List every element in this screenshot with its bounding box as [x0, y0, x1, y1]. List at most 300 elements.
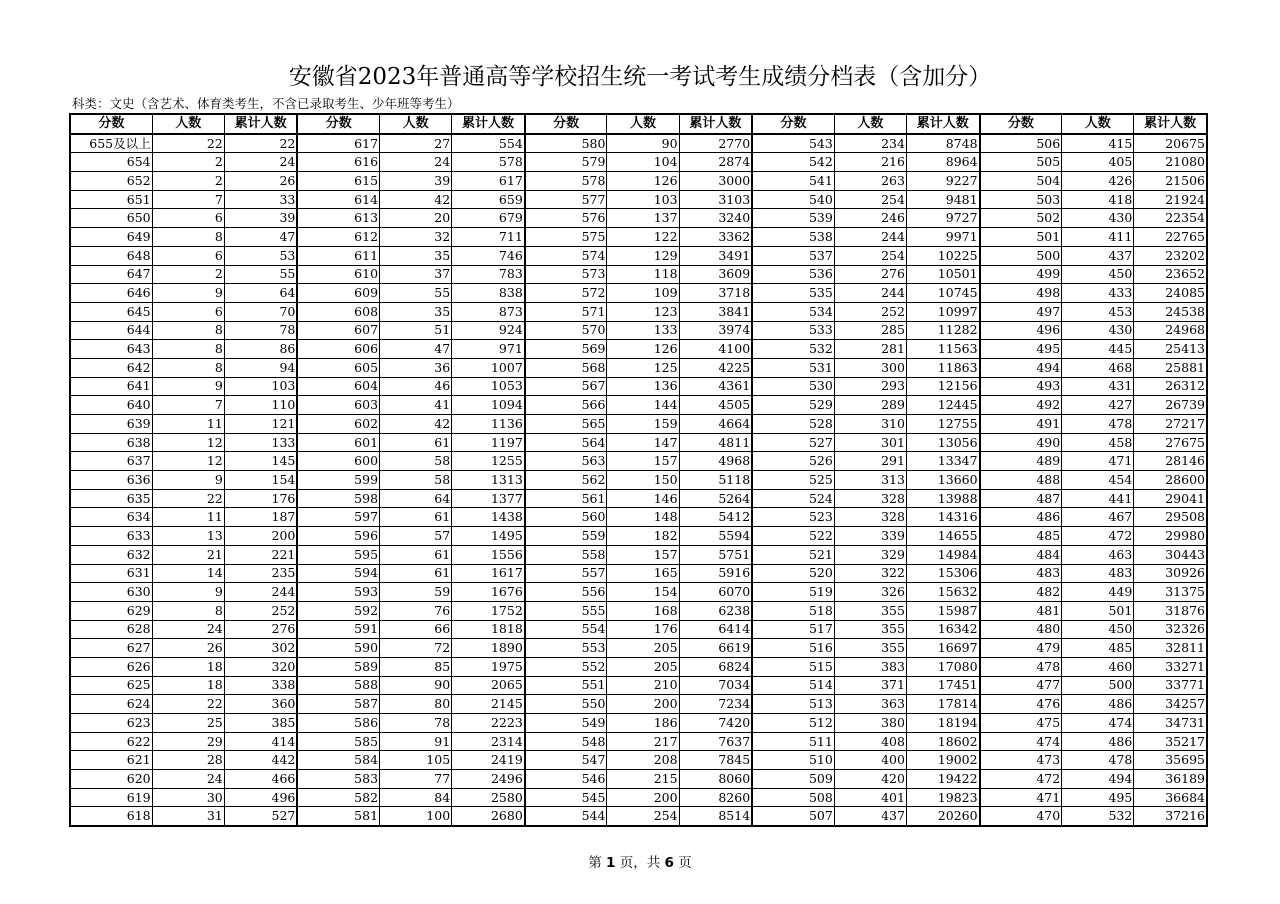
count-cell: 72: [380, 639, 452, 658]
score-cell: 548: [525, 732, 607, 751]
count-cell: 147: [607, 433, 679, 452]
cumulative-cell: 1556: [452, 545, 525, 564]
cumulative-cell: 12445: [906, 396, 979, 415]
count-cell: 21: [152, 545, 224, 564]
cumulative-cell: 7234: [679, 695, 752, 714]
count-cell: 246: [834, 209, 906, 228]
score-cell: 513: [752, 695, 834, 714]
count-cell: 329: [834, 545, 906, 564]
footer-middle: 页，共: [615, 855, 665, 871]
cumulative-cell: 34731: [1134, 714, 1207, 733]
score-cell: 639: [70, 415, 152, 434]
count-cell: 254: [834, 246, 906, 265]
score-cell: 528: [752, 415, 834, 434]
score-cell: 581: [297, 807, 379, 826]
score-cell: 565: [525, 415, 607, 434]
score-cell: 627: [70, 639, 152, 658]
cumulative-cell: 22765: [1134, 228, 1207, 247]
cumulative-cell: 35217: [1134, 732, 1207, 751]
count-cell: 165: [607, 564, 679, 583]
cumulative-cell: 659: [452, 190, 525, 209]
score-cell: 601: [297, 433, 379, 452]
table-row: [70, 452, 1207, 471]
score-cell: 470: [980, 807, 1062, 826]
cumulative-cell: 14655: [906, 527, 979, 546]
count-cell: 24: [152, 620, 224, 639]
score-cell: 555: [525, 601, 607, 620]
table-row: [70, 396, 1207, 415]
count-cell: 401: [834, 788, 906, 807]
score-cell: 561: [525, 489, 607, 508]
cumulative-cell: 320: [224, 657, 297, 676]
score-cell: 473: [980, 751, 1062, 770]
cumulative-cell: 22: [224, 134, 297, 153]
cumulative-header: 累计人数: [679, 114, 752, 134]
count-cell: 8: [152, 601, 224, 620]
count-cell: 285: [834, 321, 906, 340]
cumulative-cell: 13347: [906, 452, 979, 471]
cumulative-cell: 187: [224, 508, 297, 527]
cumulative-cell: 466: [224, 770, 297, 789]
count-cell: 281: [834, 340, 906, 359]
cumulative-cell: 4664: [679, 415, 752, 434]
cumulative-cell: 13660: [906, 471, 979, 490]
table-row: [70, 190, 1207, 209]
score-cell: 595: [297, 545, 379, 564]
count-cell: 430: [1062, 209, 1134, 228]
score-cell: 574: [525, 246, 607, 265]
score-cell: 609: [297, 284, 379, 303]
score-cell: 553: [525, 639, 607, 658]
count-cell: 500: [1062, 676, 1134, 695]
cumulative-cell: 176: [224, 489, 297, 508]
score-cell: 589: [297, 657, 379, 676]
score-cell: 529: [752, 396, 834, 415]
count-cell: 100: [380, 807, 452, 826]
score-cell: 562: [525, 471, 607, 490]
score-cell: 564: [525, 433, 607, 452]
count-cell: 133: [607, 321, 679, 340]
count-cell: 252: [834, 302, 906, 321]
score-cell: 591: [297, 620, 379, 639]
score-cell: 515: [752, 657, 834, 676]
table-row: [70, 172, 1207, 191]
score-cell: 539: [752, 209, 834, 228]
count-cell: 441: [1062, 489, 1134, 508]
score-cell: 552: [525, 657, 607, 676]
score-cell: 623: [70, 714, 152, 733]
score-cell: 531: [752, 358, 834, 377]
cumulative-cell: 30443: [1134, 545, 1207, 564]
score-cell: 597: [297, 508, 379, 527]
score-cell: 654: [70, 153, 152, 172]
count-cell: 91: [380, 732, 452, 751]
score-cell: 479: [980, 639, 1062, 658]
cumulative-cell: 496: [224, 788, 297, 807]
count-cell: 2: [152, 265, 224, 284]
cumulative-cell: 3240: [679, 209, 752, 228]
cumulative-cell: 70: [224, 302, 297, 321]
score-cell: 544: [525, 807, 607, 826]
count-cell: 7: [152, 396, 224, 415]
cumulative-cell: 4968: [679, 452, 752, 471]
cumulative-cell: 1053: [452, 377, 525, 396]
score-cell: 630: [70, 583, 152, 602]
count-cell: 486: [1062, 732, 1134, 751]
count-cell: 59: [380, 583, 452, 602]
cumulative-cell: 414: [224, 732, 297, 751]
score-cell: 607: [297, 321, 379, 340]
count-cell: 322: [834, 564, 906, 583]
count-cell: 263: [834, 172, 906, 191]
score-cell: 524: [752, 489, 834, 508]
score-cell: 620: [70, 770, 152, 789]
count-cell: 472: [1062, 527, 1134, 546]
score-cell: 631: [70, 564, 152, 583]
count-cell: 483: [1062, 564, 1134, 583]
score-cell: 521: [752, 545, 834, 564]
cumulative-header: 累计人数: [906, 114, 979, 134]
cumulative-cell: 4100: [679, 340, 752, 359]
count-cell: 208: [607, 751, 679, 770]
table-row: [70, 246, 1207, 265]
cumulative-cell: 3000: [679, 172, 752, 191]
score-cell: 537: [752, 246, 834, 265]
score-cell: 485: [980, 527, 1062, 546]
count-cell: 61: [380, 433, 452, 452]
count-cell: 486: [1062, 695, 1134, 714]
count-cell: 326: [834, 583, 906, 602]
count-cell: 468: [1062, 358, 1134, 377]
count-cell: 157: [607, 545, 679, 564]
cumulative-cell: 7034: [679, 676, 752, 695]
table-row: [70, 153, 1207, 172]
count-cell: 57: [380, 527, 452, 546]
cumulative-cell: 2223: [452, 714, 525, 733]
cumulative-cell: 2874: [679, 153, 752, 172]
count-cell: 418: [1062, 190, 1134, 209]
count-cell: 154: [607, 583, 679, 602]
score-cell: 604: [297, 377, 379, 396]
cumulative-cell: 30926: [1134, 564, 1207, 583]
count-cell: 61: [380, 564, 452, 583]
cumulative-cell: 1890: [452, 639, 525, 658]
count-cell: 78: [380, 714, 452, 733]
cumulative-cell: 711: [452, 228, 525, 247]
cumulative-cell: 25413: [1134, 340, 1207, 359]
footer-suffix: 页: [673, 855, 692, 871]
score-cell: 624: [70, 695, 152, 714]
score-cell: 598: [297, 489, 379, 508]
count-cell: 9: [152, 471, 224, 490]
cumulative-cell: 18194: [906, 714, 979, 733]
count-cell: 532: [1062, 807, 1134, 826]
count-cell: 450: [1062, 620, 1134, 639]
cumulative-cell: 442: [224, 751, 297, 770]
cumulative-cell: 302: [224, 639, 297, 658]
score-cell: 612: [297, 228, 379, 247]
score-cell: 583: [297, 770, 379, 789]
score-cell: 501: [980, 228, 1062, 247]
cumulative-cell: 3974: [679, 321, 752, 340]
category-subtitle: 科类：文史（含艺术、体育类考生，不含已录取考生、少年班等考生）: [72, 96, 460, 111]
score-cell: 610: [297, 265, 379, 284]
score-cell: 487: [980, 489, 1062, 508]
count-cell: 182: [607, 527, 679, 546]
cumulative-cell: 9481: [906, 190, 979, 209]
score-cell: 506: [980, 134, 1062, 153]
score-cell: 478: [980, 657, 1062, 676]
count-cell: 41: [380, 396, 452, 415]
count-cell: 501: [1062, 601, 1134, 620]
count-cell: 383: [834, 657, 906, 676]
count-cell: 431: [1062, 377, 1134, 396]
count-cell: 426: [1062, 172, 1134, 191]
cumulative-cell: 578: [452, 153, 525, 172]
table-row: [70, 695, 1207, 714]
score-cell: 590: [297, 639, 379, 658]
cumulative-cell: 11563: [906, 340, 979, 359]
cumulative-cell: 26739: [1134, 396, 1207, 415]
count-cell: 445: [1062, 340, 1134, 359]
cumulative-cell: 47: [224, 228, 297, 247]
score-cell: 651: [70, 190, 152, 209]
score-cell: 499: [980, 265, 1062, 284]
count-cell: 244: [834, 228, 906, 247]
cumulative-cell: 20260: [906, 807, 979, 826]
count-cell: 467: [1062, 508, 1134, 527]
cumulative-cell: 26: [224, 172, 297, 191]
cumulative-cell: 8748: [906, 134, 979, 153]
count-cell: 24: [152, 770, 224, 789]
cumulative-cell: 6824: [679, 657, 752, 676]
cumulative-cell: 29041: [1134, 489, 1207, 508]
score-cell: 644: [70, 321, 152, 340]
count-header: 人数: [834, 114, 906, 134]
count-cell: 103: [607, 190, 679, 209]
score-cell: 580: [525, 134, 607, 153]
table-row: [70, 377, 1207, 396]
score-cell: 560: [525, 508, 607, 527]
score-cell: 550: [525, 695, 607, 714]
score-cell: 584: [297, 751, 379, 770]
cumulative-cell: 3841: [679, 302, 752, 321]
score-cell: 482: [980, 583, 1062, 602]
score-cell: 488: [980, 471, 1062, 490]
count-cell: 13: [152, 527, 224, 546]
count-cell: 90: [380, 676, 452, 695]
cumulative-cell: 33271: [1134, 657, 1207, 676]
table-row: [70, 751, 1207, 770]
cumulative-cell: 17451: [906, 676, 979, 695]
cumulative-cell: 6414: [679, 620, 752, 639]
count-cell: 415: [1062, 134, 1134, 153]
score-cell: 616: [297, 153, 379, 172]
count-cell: 22: [152, 489, 224, 508]
cumulative-cell: 1094: [452, 396, 525, 415]
cumulative-cell: 252: [224, 601, 297, 620]
cumulative-cell: 12755: [906, 415, 979, 434]
cumulative-cell: 27217: [1134, 415, 1207, 434]
cumulative-cell: 19823: [906, 788, 979, 807]
score-cell: 538: [752, 228, 834, 247]
count-cell: 148: [607, 508, 679, 527]
score-cell: 509: [752, 770, 834, 789]
cumulative-cell: 276: [224, 620, 297, 639]
current-page-number: 1: [606, 855, 616, 871]
score-cell: 587: [297, 695, 379, 714]
score-cell: 472: [980, 770, 1062, 789]
score-cell: 512: [752, 714, 834, 733]
cumulative-cell: 5594: [679, 527, 752, 546]
cumulative-cell: 9971: [906, 228, 979, 247]
score-cell: 603: [297, 396, 379, 415]
score-cell: 471: [980, 788, 1062, 807]
count-cell: 9: [152, 377, 224, 396]
score-cell: 519: [752, 583, 834, 602]
table-row: [70, 545, 1207, 564]
cumulative-cell: 24538: [1134, 302, 1207, 321]
count-cell: 137: [607, 209, 679, 228]
count-cell: 35: [380, 246, 452, 265]
score-cell: 648: [70, 246, 152, 265]
cumulative-cell: 21506: [1134, 172, 1207, 191]
cumulative-cell: 78: [224, 321, 297, 340]
cumulative-cell: 971: [452, 340, 525, 359]
score-cell: 497: [980, 302, 1062, 321]
count-cell: 42: [380, 190, 452, 209]
score-cell: 622: [70, 732, 152, 751]
count-cell: 328: [834, 508, 906, 527]
cumulative-cell: 121: [224, 415, 297, 434]
score-cell: 516: [752, 639, 834, 658]
score-cell: 576: [525, 209, 607, 228]
count-cell: 217: [607, 732, 679, 751]
score-cell: 599: [297, 471, 379, 490]
cumulative-cell: 10997: [906, 302, 979, 321]
cumulative-cell: 873: [452, 302, 525, 321]
count-cell: 136: [607, 377, 679, 396]
score-cell: 500: [980, 246, 1062, 265]
cumulative-cell: 783: [452, 265, 525, 284]
cumulative-cell: 9227: [906, 172, 979, 191]
cumulative-cell: 10225: [906, 246, 979, 265]
table-row: [70, 657, 1207, 676]
cumulative-cell: 5412: [679, 508, 752, 527]
table-row: [70, 770, 1207, 789]
count-cell: 495: [1062, 788, 1134, 807]
count-cell: 42: [380, 415, 452, 434]
table-row: [70, 714, 1207, 733]
cumulative-cell: 24085: [1134, 284, 1207, 303]
cumulative-cell: 14984: [906, 545, 979, 564]
cumulative-cell: 1255: [452, 452, 525, 471]
score-cell: 525: [752, 471, 834, 490]
table-row: [70, 284, 1207, 303]
score-cell: 491: [980, 415, 1062, 434]
score-cell: 579: [525, 153, 607, 172]
count-cell: 28: [152, 751, 224, 770]
cumulative-cell: 18602: [906, 732, 979, 751]
cumulative-cell: 2496: [452, 770, 525, 789]
cumulative-cell: 17814: [906, 695, 979, 714]
score-cell: 475: [980, 714, 1062, 733]
count-cell: 244: [834, 284, 906, 303]
score-cell: 518: [752, 601, 834, 620]
cumulative-cell: 145: [224, 452, 297, 471]
score-cell: 650: [70, 209, 152, 228]
cumulative-cell: 746: [452, 246, 525, 265]
cumulative-cell: 19002: [906, 751, 979, 770]
count-header: 人数: [152, 114, 224, 134]
cumulative-cell: 3718: [679, 284, 752, 303]
score-cell: 558: [525, 545, 607, 564]
cumulative-cell: 28146: [1134, 452, 1207, 471]
score-cell: 510: [752, 751, 834, 770]
score-cell: 618: [70, 807, 152, 826]
count-cell: 66: [380, 620, 452, 639]
score-cell: 480: [980, 620, 1062, 639]
score-header: 分数: [70, 114, 152, 134]
score-cell: 585: [297, 732, 379, 751]
count-cell: 463: [1062, 545, 1134, 564]
count-cell: 11: [152, 415, 224, 434]
count-cell: 2: [152, 153, 224, 172]
count-cell: 411: [1062, 228, 1134, 247]
score-cell: 514: [752, 676, 834, 695]
cumulative-cell: 6238: [679, 601, 752, 620]
cumulative-cell: 527: [224, 807, 297, 826]
count-cell: 84: [380, 788, 452, 807]
cumulative-cell: 1752: [452, 601, 525, 620]
score-cell: 526: [752, 452, 834, 471]
cumulative-cell: 13056: [906, 433, 979, 452]
count-cell: 126: [607, 172, 679, 191]
score-cell: 588: [297, 676, 379, 695]
cumulative-cell: 16697: [906, 639, 979, 658]
score-cell: 533: [752, 321, 834, 340]
count-cell: 420: [834, 770, 906, 789]
score-cell: 523: [752, 508, 834, 527]
cumulative-cell: 24968: [1134, 321, 1207, 340]
score-cell: 600: [297, 452, 379, 471]
cumulative-cell: 34257: [1134, 695, 1207, 714]
score-cell: 502: [980, 209, 1062, 228]
score-header: 分数: [752, 114, 834, 134]
count-cell: 77: [380, 770, 452, 789]
cumulative-cell: 1377: [452, 489, 525, 508]
score-cell: 476: [980, 695, 1062, 714]
count-cell: 6: [152, 302, 224, 321]
cumulative-cell: 15987: [906, 601, 979, 620]
score-cell: 554: [525, 620, 607, 639]
count-cell: 12: [152, 433, 224, 452]
cumulative-cell: 28600: [1134, 471, 1207, 490]
score-cell: 542: [752, 153, 834, 172]
count-cell: 2: [152, 172, 224, 191]
score-cell: 637: [70, 452, 152, 471]
cumulative-cell: 110: [224, 396, 297, 415]
count-header: 人数: [607, 114, 679, 134]
score-cell: 615: [297, 172, 379, 191]
cumulative-cell: 2314: [452, 732, 525, 751]
count-cell: 129: [607, 246, 679, 265]
cumulative-cell: 554: [452, 134, 525, 153]
count-cell: 61: [380, 545, 452, 564]
count-cell: 27: [380, 134, 452, 153]
table-row: [70, 415, 1207, 434]
count-cell: 328: [834, 489, 906, 508]
